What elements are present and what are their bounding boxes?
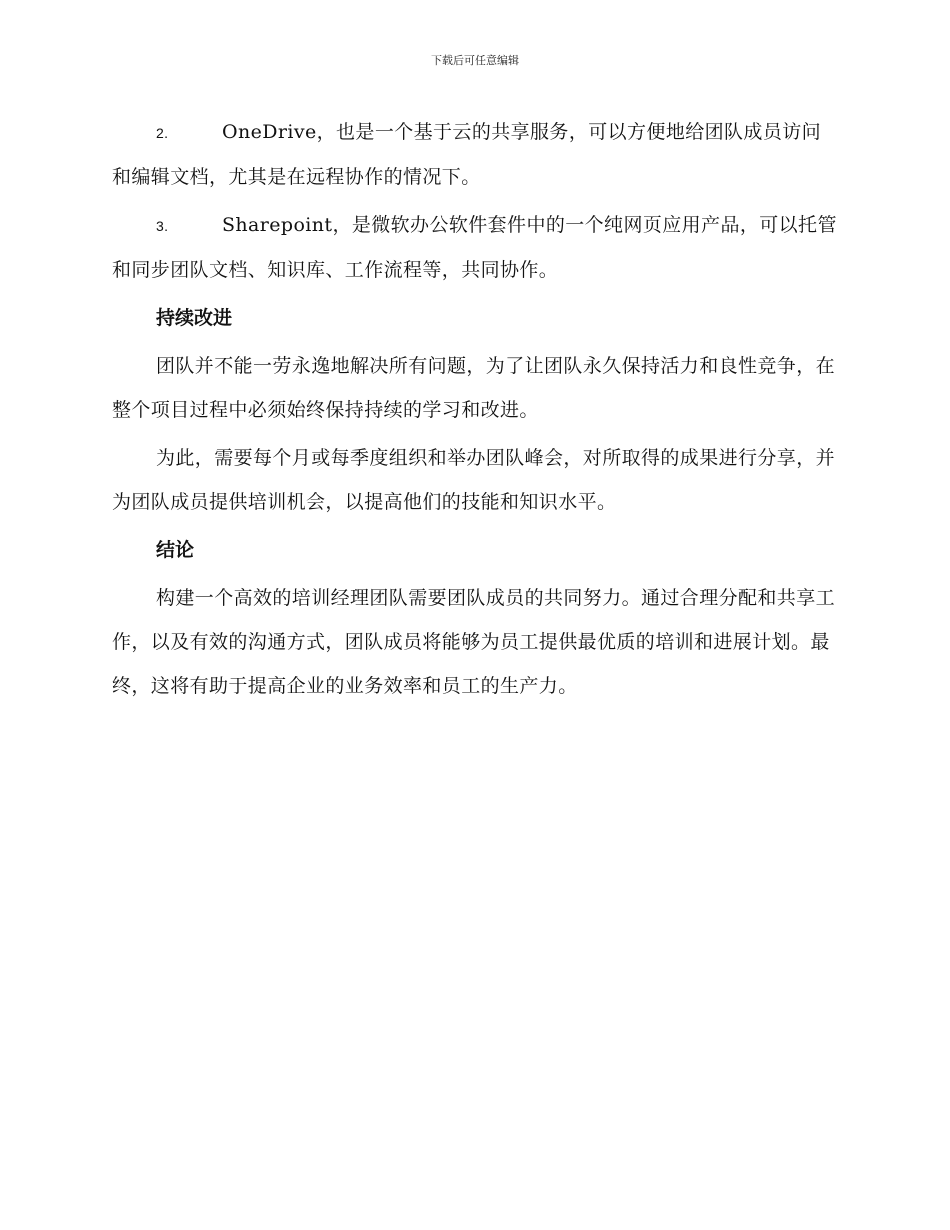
list-number: 3. — [156, 218, 169, 234]
section-heading-continuous-improvement: 持续改进 — [156, 307, 233, 329]
paragraph: 构建一个高效的培训经理团队需要团队成员的共同努力。通过合理分配和共享工作，以及有效的沟通方式，团队成员将能够为员工提供最优质的培训和进展计划。最终，这将有助于提高企业的业务效率和员工的生产力。 — [112, 587, 836, 697]
list-item-text: OneDrive，也是一个基于云的共享服务，可以方便地给团队成员访问和编辑文档，尤其是在远程协作的情况下。 — [112, 121, 822, 188]
list-item-3 — [112, 203, 838, 292]
list-item-2 — [112, 110, 838, 199]
section-heading-conclusion: 结论 — [156, 539, 195, 561]
paragraph: 团队并不能一劳永逸地解决所有问题，为了让团队永久保持活力和良性竞争，在整个项目过程中必须始终保持持续的学习和改进。 — [112, 355, 836, 421]
paragraph: 为此，需要每个月或每季度组织和举办团队峰会，对所取得的成果进行分享，并为团队成员提供培训机会，以提高他们的技能和知识水平。 — [112, 447, 836, 513]
document-body — [112, 110, 838, 712]
list-number: 2. — [156, 125, 169, 141]
list-item-text: Sharepoint，是微软办公软件套件中的一个纯网页应用产品，可以托管和同步团队文档、知识库、工作流程等，共同协作。 — [112, 214, 837, 281]
page-header: 下载后可任意编辑 — [431, 54, 519, 67]
